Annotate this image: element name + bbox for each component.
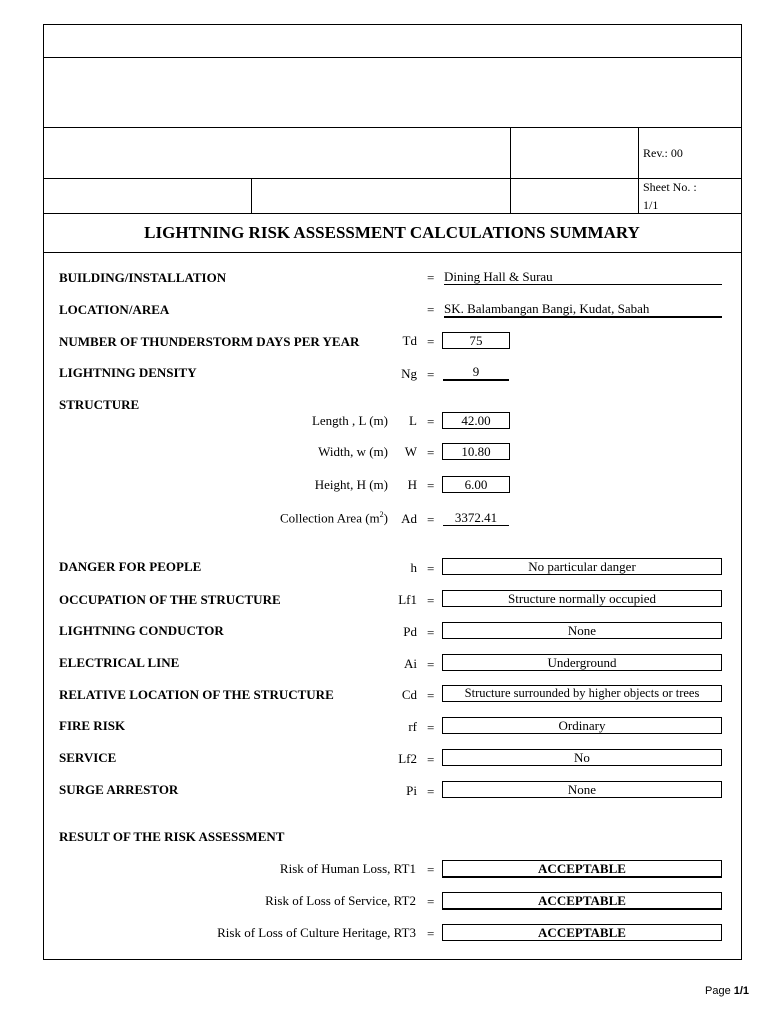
area-value: 3372.41 xyxy=(443,510,509,526)
result-eq-service: = xyxy=(427,894,435,909)
factor-symbol-conductor: Pd xyxy=(403,624,417,639)
width-eq: = xyxy=(427,445,435,460)
thunderstorm-label: NUMBER OF THUNDERSTORM DAYS PER YEAR xyxy=(59,334,360,349)
factor-label-fire: FIRE RISK xyxy=(59,718,126,733)
rev-text: Rev.: 00 xyxy=(643,146,683,160)
page-number xyxy=(705,985,749,997)
factor-eq-conductor: = xyxy=(427,625,435,640)
header-vline-b xyxy=(638,127,639,213)
length-label: Length , L (m) xyxy=(311,413,388,428)
factor-eq-service: = xyxy=(427,752,435,767)
result-eq-heritage: = xyxy=(427,926,435,941)
density-label: LIGHTNING DENSITY xyxy=(59,365,197,380)
factor-symbol-danger: h xyxy=(410,560,417,575)
factor-label-occupation: OCCUPATION OF THE STRUCTURE xyxy=(59,592,281,607)
location-eq: = xyxy=(427,302,435,317)
header-line-2 xyxy=(43,127,741,128)
title-bottom-line xyxy=(43,252,741,253)
area-label-sup: 2 xyxy=(379,510,384,519)
factor-value-fire: Ordinary xyxy=(442,717,722,734)
thunderstorm-value: 75 xyxy=(442,332,510,349)
length-eq: = xyxy=(427,414,435,429)
factor-symbol-electrical: Ai xyxy=(404,656,417,671)
result-label-heritage: Risk of Loss of Culture Heritage, RT3 xyxy=(217,925,416,940)
factor-label-danger: DANGER FOR PEOPLE xyxy=(59,559,202,574)
header-line-1 xyxy=(43,57,741,58)
factor-value-location: Structure surrounded by higher objects or trees xyxy=(442,685,722,702)
page-title: LIGHTNING RISK ASSESSMENT CALCULATIONS SUMMARY xyxy=(144,223,640,242)
result-label: RESULT OF THE RISK ASSESSMENT xyxy=(59,829,285,844)
header-vline-a xyxy=(510,127,511,213)
factor-eq-electrical: = xyxy=(427,657,435,672)
factor-eq-occupation: = xyxy=(427,593,435,608)
result-value-service: ACCEPTABLE xyxy=(442,892,722,910)
height-value: 6.00 xyxy=(442,476,510,493)
location-label: LOCATION/AREA xyxy=(59,302,170,317)
density-value: 9 xyxy=(443,364,509,381)
factor-label-electrical: ELECTRICAL LINE xyxy=(59,655,180,670)
thunderstorm-symbol: Td xyxy=(402,333,417,348)
factor-symbol-occupation: Lf1 xyxy=(398,592,417,607)
header-vline-c xyxy=(251,178,252,213)
factor-value-surge: None xyxy=(442,781,722,798)
factor-value-service: No xyxy=(442,749,722,766)
building-label: BUILDING/INSTALLATION xyxy=(59,270,227,285)
factor-value-conductor: None xyxy=(442,622,722,639)
building-eq: = xyxy=(427,270,435,285)
header-line-3 xyxy=(43,178,741,179)
factor-label-conductor: LIGHTNING CONDUCTOR xyxy=(59,623,224,638)
result-label-service: Risk of Loss of Service, RT2 xyxy=(265,893,416,908)
sheet-label: Sheet No. : xyxy=(643,180,697,194)
factor-symbol-fire: rf xyxy=(408,719,417,734)
density-symbol: Ng xyxy=(401,366,417,381)
length-symbol: L xyxy=(409,413,417,428)
width-value: 10.80 xyxy=(442,443,510,460)
length-value: 42.00 xyxy=(442,412,510,429)
height-label: Height, H (m) xyxy=(314,477,388,492)
factor-symbol-surge: Pi xyxy=(406,783,417,798)
header-line-4 xyxy=(43,213,741,214)
width-label: Width, w (m) xyxy=(318,444,388,459)
height-symbol: H xyxy=(407,477,417,492)
result-value-human: ACCEPTABLE xyxy=(442,860,722,878)
area-label-end: ) xyxy=(383,510,388,526)
density-eq: = xyxy=(427,367,435,382)
factor-symbol-service: Lf2 xyxy=(398,751,417,766)
factor-eq-fire: = xyxy=(427,720,435,735)
factor-label-service: SERVICE xyxy=(59,750,117,765)
sheet-value: 1/1 xyxy=(643,198,659,212)
factor-eq-surge: = xyxy=(427,784,435,799)
factor-symbol-location: Cd xyxy=(401,687,417,702)
location-value: SK. Balambangan Bangi, Kudat, Sabah xyxy=(444,301,722,318)
structure-label: STRUCTURE xyxy=(59,397,140,412)
factor-label-surge: SURGE ARRESTOR xyxy=(59,782,179,797)
factor-value-electrical: Underground xyxy=(442,654,722,671)
factor-label-location: RELATIVE LOCATION OF THE STRUCTURE xyxy=(59,687,334,702)
area-label-text: Collection Area (m xyxy=(280,510,380,526)
factor-eq-danger: = xyxy=(427,561,435,576)
area-symbol: Ad xyxy=(401,511,417,526)
page-label: Page xyxy=(705,985,734,997)
area-eq: = xyxy=(427,512,435,527)
factor-value-danger: No particular danger xyxy=(442,558,722,575)
building-value: Dining Hall & Surau xyxy=(444,269,722,285)
factor-value-occupation: Structure normally occupied xyxy=(442,590,722,607)
height-eq: = xyxy=(427,478,435,493)
width-symbol: W xyxy=(404,444,417,459)
factor-eq-location: = xyxy=(427,688,435,703)
page-value: 1/1 xyxy=(733,985,750,997)
thunderstorm-eq: = xyxy=(427,334,435,349)
result-value-heritage: ACCEPTABLE xyxy=(442,924,722,941)
result-eq-human: = xyxy=(427,862,435,877)
result-label-human: Risk of Human Loss, RT1 xyxy=(279,861,416,876)
